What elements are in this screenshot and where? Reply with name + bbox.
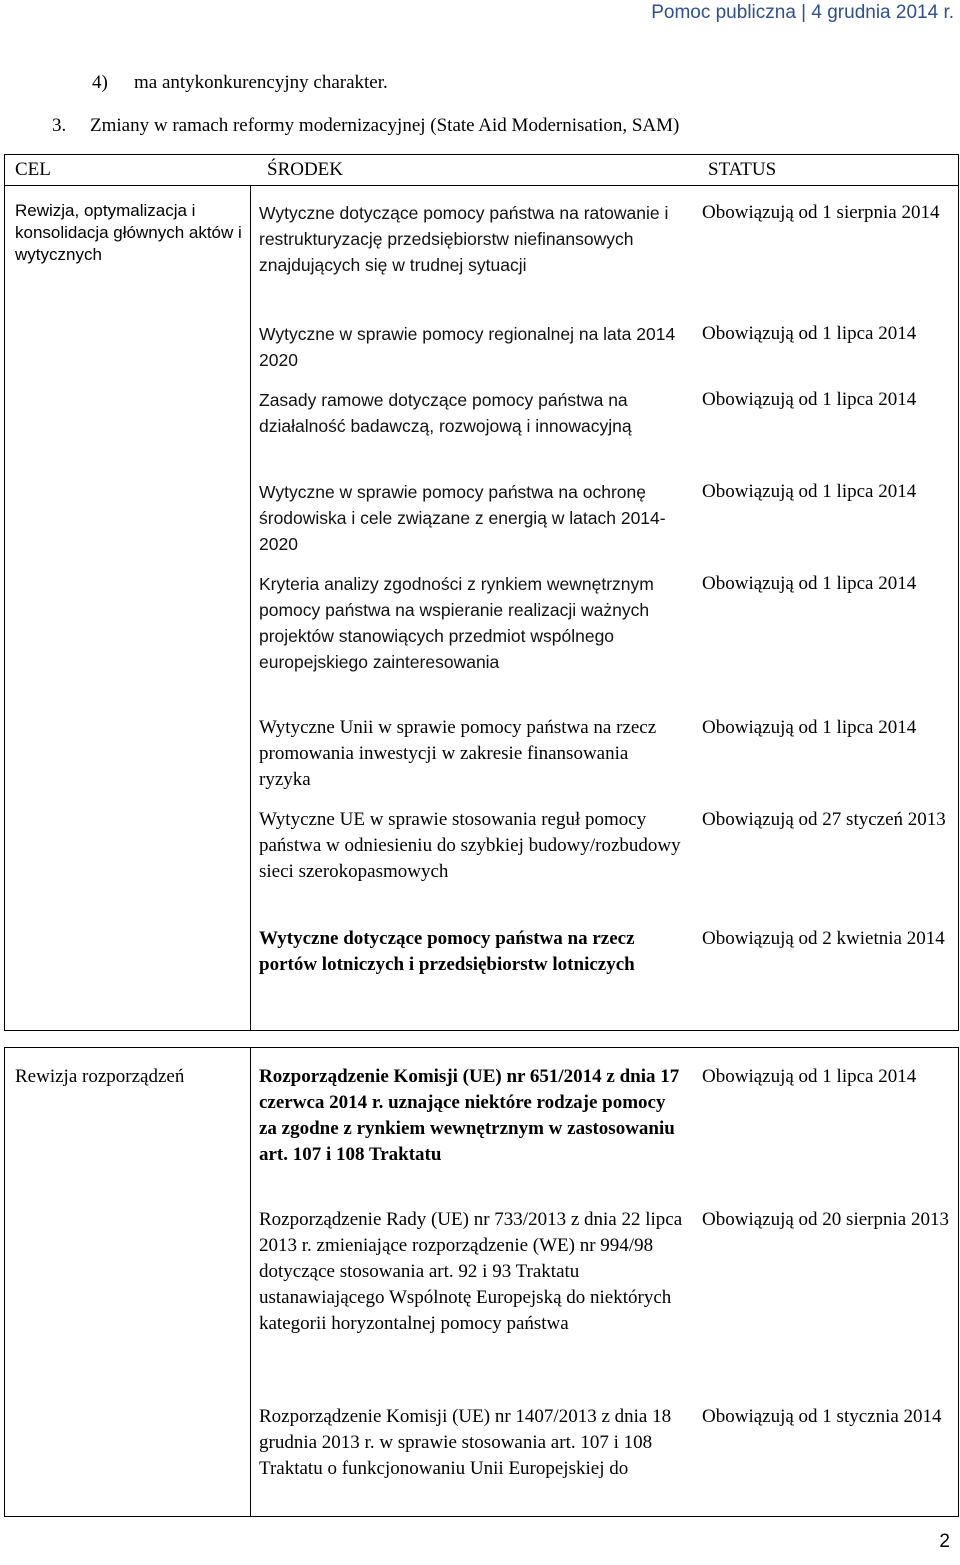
- table-row: [251, 1064, 958, 1207]
- table-row: [251, 807, 958, 926]
- section-heading: [52, 115, 679, 137]
- srodek-cell: Wytyczne dotyczące pomocy państwa na rzecz portów lotniczych i przedsiębiorstw lotniczych: [259, 928, 635, 975]
- table-group: [5, 186, 959, 1031]
- srodek-cell: Wytyczne Unii w sprawie pomocy państwa na rzecz promowania inwestycji w zakresie finansowania ryzyka: [259, 717, 657, 790]
- table-row: [251, 479, 958, 571]
- srodek-cell: Zasady ramowe dotyczące pomocy państwa na działalność badawczą, rozwojową i innowacyjną: [259, 390, 632, 436]
- srodek-cell: Wytyczne w sprawie pomocy państwa na ochronę środowiska i cele związane z energią w latach 2014-2020: [259, 482, 666, 554]
- srodek-cell: Wytyczne UE w sprawie stosowania reguł pomocy państwa w odniesieniu do szybkiej budowy/rozbudowy sieci szerokopasmowych: [259, 809, 681, 882]
- table-row: [251, 1207, 958, 1404]
- section-number: 3.: [52, 115, 67, 136]
- status-cell: Obowiązują od 1 lipca 2014: [702, 717, 917, 738]
- table-group: [5, 1048, 959, 1517]
- status-cell: Obowiązują od 1 lipca 2014: [702, 573, 917, 594]
- table-row: [251, 321, 958, 387]
- list-item-4: [92, 72, 388, 94]
- list-item-text: ma antykonkurencyjny charakter.: [134, 72, 388, 93]
- table-header-row: [5, 155, 959, 186]
- cel-text: Rewizja rozporządzeń: [15, 1066, 185, 1087]
- header-srodek: ŚRODEK: [267, 159, 344, 180]
- srodek-cell: Wytyczne w sprawie pomocy regionalnej na lata 2014 2020: [259, 324, 676, 370]
- table-row: [251, 571, 958, 715]
- status-cell: Obowiązują od 1 lipca 2014: [702, 481, 917, 502]
- status-cell: Obowiązują od 20 sierpnia 2013: [702, 1209, 949, 1230]
- status-cell: Obowiązują od 1 lipca 2014: [702, 323, 917, 344]
- page-number: 2: [939, 1531, 950, 1552]
- status-cell: Obowiązują od 1 lipca 2014: [702, 389, 917, 410]
- table-row: [251, 715, 958, 807]
- group-rows: [251, 186, 959, 1031]
- status-cell: Obowiązują od 27 styczeń 2013: [702, 809, 946, 830]
- srodek-cell: Rozporządzenie Komisji (UE) nr 651/2014 z dnia 17 czerwca 2014 r. uznające niektóre rodzaje pomocy za zgodne z rynkiem wewnętrznym w zastosowaniu art. 107 i 108 Traktatu: [259, 1066, 680, 1165]
- status-cell: Obowiązują od 1 lipca 2014: [702, 1066, 917, 1087]
- table-row: [251, 926, 958, 1006]
- cel-cell: [5, 186, 251, 1031]
- status-cell: Obowiązują od 2 kwietnia 2014: [702, 928, 945, 949]
- table-row: [251, 200, 958, 321]
- header-cel: CEL: [15, 159, 51, 180]
- srodek-cell: Wytyczne dotyczące pomocy państwa na ratowanie i restrukturyzację przedsiębiorstw niefinansowych znajdujących się w trudnej sytuacji: [259, 203, 669, 275]
- reform-table: [4, 154, 959, 1517]
- section-title: Zmiany w ramach reformy modernizacyjnej (State Aid Modernisation, SAM): [90, 115, 680, 136]
- cel-cell: [5, 1048, 251, 1517]
- srodek-cell: Rozporządzenie Rady (UE) nr 733/2013 z dnia 22 lipca 2013 r. zmieniające rozporządzenie (WE) nr 994/98 dotyczące stosowania art. 92 i 93 Traktatu ustanawiającego Wspólnotę Europejską do niektórych kategorii horyzontalnej pomocy państwa: [259, 1209, 683, 1334]
- group-rows: [251, 1048, 959, 1517]
- status-cell: Obowiązują od 1 stycznia 2014: [702, 1406, 942, 1427]
- page-header: Pomoc publiczna | 4 grudnia 2014 r.: [651, 2, 954, 23]
- srodek-cell: Kryteria analizy zgodności z rynkiem wewnętrznym pomocy państwa na wspieranie realizacji ważnych projektów stanowiących przedmiot wspólnego europejskiego zainteresowania: [259, 574, 654, 672]
- srodek-cell: Rozporządzenie Komisji (UE) nr 1407/2013 z dnia 18 grudnia 2013 r. w sprawie stosowania art. 107 i 108 Traktatu o funkcjonowaniu Unii Europejskiej do: [259, 1406, 672, 1479]
- header-status: STATUS: [708, 159, 777, 180]
- table-row: [251, 387, 958, 479]
- table-row: [251, 1404, 958, 1510]
- status-cell: Obowiązują od 1 sierpnia 2014: [702, 202, 940, 223]
- cel-text: Rewizja, optymalizacja i konsolidacja głównych aktów i wytycznych: [15, 201, 242, 264]
- table-spacer: [5, 1031, 959, 1048]
- list-item-number: 4): [92, 72, 108, 93]
